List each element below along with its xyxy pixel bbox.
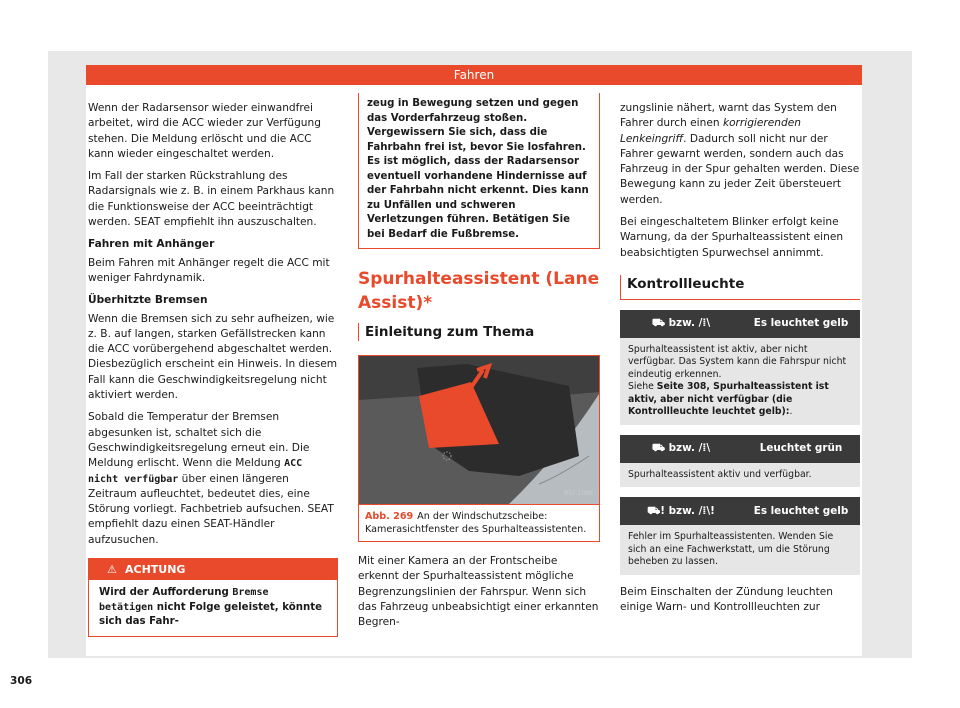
text: nicht Folge geleistet, könnte sich das Fahr-: [99, 601, 322, 628]
lamp-symbol-text: bzw.: [668, 504, 695, 517]
figure: [358, 355, 600, 542]
heading-brakes: Überhitzte Bremsen: [88, 294, 208, 307]
warning-continuation: zeug in Bewegung setzen und gegen das Vorderfahrzeug stoßen. Vergewissern Sie sich, dass die Fahrbahn frei ist, bevor Sie losfahren. Es ist möglich, dass der Radarsensor eventuell vorhandene Hindernisse auf der Fahrbahn nicht erkennt. Dies kann zu Unfällen und schweren Verletzungen führen. Betätigen Sie bei Bedarf die Fußbremse.: [358, 93, 600, 249]
text: Siehe: [628, 381, 657, 393]
section-title: Spurhalteassistent (Lane Assist)*: [358, 269, 600, 313]
lamp-symbol-text: bzw.: [668, 442, 695, 455]
warning-header: [89, 559, 337, 580]
manual-page: [10, 65, 862, 687]
paragraph: Bei eingeschaltetem Blinker erfolgt keine Warnung, da der Spurhalteassistent einen beabsichtigten Spurwechsel annimmt.: [620, 216, 844, 259]
paragraph: Wenn die Bremsen sich zu sehr aufheizen, wie z. B. auf langen, starken Gefällstrecken kann die ACC vorübergehend abgeschaltet werden. Diesbezüglich erscheint ein Hinweis. In diesem Fall kann die Geschwindigkeitsregelung nicht aktiviert werden.: [88, 312, 338, 402]
subsection-title: Einleitung zum Thema: [358, 323, 600, 341]
lamp-description: Spurhalteassistent aktiv und verfügbar.: [620, 463, 860, 488]
caption-text: An der Windschutzscheibe: Kamerasichtfenster des Spurhalteassistenten.: [365, 511, 587, 535]
column-3: [620, 101, 860, 623]
chapter-header: Fahren: [86, 65, 862, 85]
paragraph: Beim Fahren mit Anhänger regelt die ACC mit weniger Fahrdynamik.: [88, 256, 330, 284]
lane-assist-icon: ⛟ bzw. /⁞\: [651, 442, 711, 455]
paragraph: [620, 101, 860, 208]
warning-box: [88, 558, 338, 637]
lamp-state: Leuchtet grün: [759, 442, 843, 455]
kontrollleuchte-title: Kontrollleuchte: [620, 275, 860, 300]
figure-number: Abb. 269: [365, 511, 414, 522]
figure-code: B5F-1086: [564, 489, 593, 497]
column-2: [358, 98, 600, 637]
lamp-symbol-text: bzw.: [668, 317, 695, 330]
lamp-description: Fehler im Spurhalteassistenten. Wenden Sie sich an eine Fachwerkstatt, um die Störung beheben zu lassen.: [620, 525, 860, 575]
text: Wird der Aufforderung: [99, 587, 233, 599]
lamp-header: [620, 310, 860, 338]
text: zungslinie nähert, warnt das System den Fahrer durch einen: [620, 102, 837, 130]
heading-trailer: Fahren mit Anhänger: [88, 238, 215, 251]
emphasis: korrigierenden Lenkeingriff: [620, 117, 801, 145]
camera-window-illustration: [359, 356, 599, 504]
lamp-header: [620, 435, 860, 463]
lamp-header: [620, 497, 860, 525]
warning-label: ACHTUNG: [125, 563, 186, 577]
paragraph: Beim Einschalten der Zündung leuchten einige Warn- und Kontrollleuchten zur: [620, 585, 834, 614]
text: .: [789, 406, 793, 418]
page-number: 306: [10, 675, 33, 687]
paragraph: [88, 410, 338, 548]
text: über einen längeren Zeitraum aufleuchtet, bedeutet dies, eine Störung vorliegt. Fachbetrieb aufsuchen. SEAT empfiehlt dazu einen SEAT-Händler aufzusuchen.: [88, 472, 334, 546]
windshield-camera-svg: [359, 356, 599, 504]
lamp-state: Es leuchtet gelb: [753, 317, 849, 330]
text: Spurhalteassistent ist aktiv, aber nicht verfügbar. Das System kann die Fahrspur nicht eindeutig erkennen.: [628, 343, 847, 380]
paragraph: Im Fall der starken Rückstrahlung des Radarsignals wie z. B. in einem Parkhaus kann die Funktionsweise der ACC beeinträchtigt werden. SEAT empfiehlt ihn auszuschalten.: [88, 170, 335, 229]
lamp-state: Es leuchtet gelb: [753, 504, 849, 517]
warning-text: [89, 580, 337, 636]
warning-icon: ⚠: [107, 563, 117, 577]
lamp-entry: [620, 310, 860, 425]
display-message: ACC nicht verfügbar: [88, 458, 303, 485]
lamp-description: [620, 338, 860, 425]
lane-assist-icon: ⛟ bzw. /⁞\: [651, 317, 711, 330]
text: Sobald die Temperatur der Bremsen abgesunken ist, schaltet sich die Geschwindigkeitsregelung erneut ein. Die Meldung erlischt. Wenn die Meldung: [88, 411, 310, 470]
figure-caption: [359, 504, 599, 541]
text: . Dadurch soll nicht nur der Fahrer gewarnt werden, sondern auch das Fahrzeug in der Spur gehalten werden. Diese Bewegung kann zu jeder Zeit übersteuert werden.: [620, 132, 860, 206]
lane-assist-fault-icon: ⛟! bzw. /⁞\!: [647, 504, 715, 517]
lamp-entry: [620, 497, 860, 575]
display-message: Bremse betätigen: [99, 587, 269, 613]
paragraph: Mit einer Kamera an der Frontscheibe erkennt der Spurhalteassistent mögliche Begrenzungslinien der Fahrspur. Wenn sich das Fahrzeug unbeabsichtigt einer erkannten Begren-: [358, 555, 599, 629]
paragraph: Wenn der Radarsensor wieder einwandfrei arbeitet, wird die ACC wieder zur Verfügung stehen. Die Meldung erlöscht und die ACC kann wieder eingeschaltet werden.: [88, 102, 321, 160]
column-1: [88, 101, 338, 637]
cross-reference: Seite 308, Spurhalteassistent ist aktiv, aber nicht verfügbar (die Kontrollleuchte leuchtet gelb):: [628, 381, 829, 418]
lamp-entry: [620, 435, 860, 488]
